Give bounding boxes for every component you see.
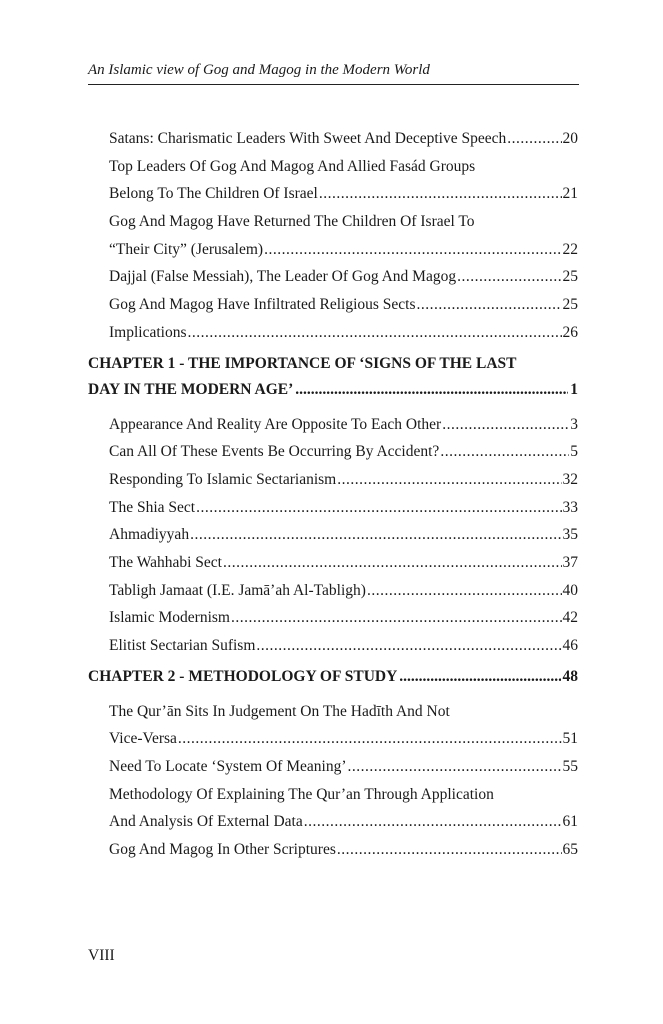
chapter-1-page: 1 bbox=[570, 380, 578, 398]
toc-entry-title: The Wahhabi Sect bbox=[109, 553, 222, 571]
toc-entry-page: 61 bbox=[562, 813, 578, 831]
toc-entry-title: Elitist Sectarian Sufism bbox=[109, 637, 256, 654]
leader-dots bbox=[440, 438, 569, 466]
table-of-contents bbox=[88, 125, 578, 864]
leader-dots bbox=[295, 377, 568, 403]
leader-dots bbox=[196, 494, 561, 522]
leader-dots bbox=[223, 549, 562, 577]
toc-entry[interactable] bbox=[109, 549, 578, 577]
toc-entry[interactable] bbox=[109, 125, 578, 153]
leader-dots bbox=[319, 180, 562, 208]
toc-entry-title: Appearance And Reality Are Opposite To Each Other bbox=[109, 415, 442, 433]
toc-entry-page: 25 bbox=[562, 268, 578, 286]
toc-entry[interactable] bbox=[109, 236, 578, 264]
leader-dots bbox=[337, 836, 562, 864]
leader-dots bbox=[417, 291, 562, 319]
chapter-1-title-continued: DAY IN THE MODERN AGE’ bbox=[88, 380, 294, 398]
chapter-1-title-line: CHAPTER 1 - THE IMPORTANCE OF ‘SIGNS OF THE LAST bbox=[88, 354, 517, 372]
toc-entry[interactable] bbox=[109, 438, 578, 466]
chapter-2-title: CHAPTER 2 - METHODOLOGY OF STUDY bbox=[88, 667, 398, 685]
toc-entry[interactable] bbox=[109, 411, 578, 439]
leader-dots bbox=[507, 125, 561, 153]
toc-entry-page: 5 bbox=[570, 443, 578, 461]
toc-entry-line[interactable]: The Qur’ān Sits In Judgement On The Hadīth And Not bbox=[109, 702, 450, 720]
toc-entry-page: 55 bbox=[562, 758, 578, 776]
toc-entry-page: 33 bbox=[562, 498, 578, 516]
toc-entry-page: 40 bbox=[562, 581, 578, 599]
toc-entry[interactable] bbox=[109, 808, 578, 836]
toc-entry-title: The Shia Sect bbox=[109, 498, 196, 516]
toc-entry[interactable] bbox=[109, 753, 578, 781]
toc-entry-line[interactable]: Top Leaders Of Gog And Magog And Allied Fasád Groups bbox=[109, 157, 476, 175]
toc-entry-title: Belong To The Children Of Israel bbox=[109, 185, 318, 203]
toc-entry-line[interactable]: Methodology Of Explaining The Qur’an Through Application bbox=[109, 785, 494, 803]
leader-dots bbox=[348, 753, 562, 781]
toc-entry-title: And Analysis Of External Data bbox=[109, 813, 303, 831]
chapter-1-heading[interactable] bbox=[88, 351, 578, 403]
toc-entry[interactable] bbox=[109, 291, 578, 319]
toc-entry-title: “Their City” (Jerusalem) bbox=[109, 240, 264, 258]
toc-entry-line[interactable]: Gog And Magog Have Returned The Children Of Israel To bbox=[109, 213, 475, 231]
toc-entry-page: 42 bbox=[562, 609, 578, 627]
toc-entry-title: Dajjal (False Messiah), The Leader Of Gog And Magog bbox=[109, 268, 457, 286]
leader-dots bbox=[442, 411, 569, 439]
toc-entry-title: Need To Locate ‘System Of Meaning’ bbox=[109, 758, 347, 776]
chapter-2-heading[interactable] bbox=[88, 664, 578, 690]
toc-entry-page: 20 bbox=[562, 130, 578, 147]
leader-dots bbox=[188, 319, 562, 347]
page-number: VIII bbox=[88, 947, 115, 964]
toc-entry-title: Satans: Charismatic Leaders With Sweet And Deceptive Speech bbox=[109, 130, 507, 147]
leader-dots bbox=[367, 577, 562, 605]
leader-dots bbox=[190, 521, 561, 549]
toc-entry[interactable] bbox=[109, 632, 578, 660]
toc-entry-page: 46 bbox=[562, 637, 578, 654]
toc-entry[interactable] bbox=[109, 725, 578, 753]
toc-entry-title: Vice-Versa bbox=[109, 730, 177, 748]
leader-dots bbox=[256, 632, 561, 660]
toc-entry-title: Implications bbox=[109, 323, 187, 341]
toc-entry-title: Islamic Modernism bbox=[109, 609, 230, 627]
toc-entry-title: Responding To Islamic Sectarianism bbox=[109, 470, 337, 488]
leader-dots bbox=[399, 664, 560, 690]
leader-dots bbox=[231, 604, 562, 632]
toc-entry-page: 21 bbox=[562, 185, 578, 203]
leader-dots bbox=[178, 725, 562, 753]
toc-entry-page: 22 bbox=[562, 240, 578, 258]
toc-entry-title: Ahmadiyyah bbox=[109, 526, 190, 544]
toc-entry[interactable] bbox=[109, 494, 578, 522]
running-header: An Islamic view of Gog and Magog in the Modern World bbox=[88, 62, 579, 85]
toc-entry-page: 3 bbox=[570, 415, 578, 433]
leader-dots bbox=[337, 466, 561, 494]
toc-entry[interactable] bbox=[109, 180, 578, 208]
toc-entry-page: 65 bbox=[562, 841, 578, 859]
toc-entry-page: 51 bbox=[562, 730, 578, 748]
toc-entry[interactable] bbox=[109, 836, 578, 864]
toc-entry[interactable] bbox=[109, 466, 578, 494]
toc-entry-title: Gog And Magog In Other Scriptures bbox=[109, 841, 336, 859]
toc-entry-page: 32 bbox=[562, 470, 578, 488]
leader-dots bbox=[264, 236, 561, 264]
toc-entry-page: 37 bbox=[562, 553, 578, 571]
toc-entry-title: Gog And Magog Have Infiltrated Religious Sects bbox=[109, 296, 416, 314]
toc-entry-page: 26 bbox=[562, 323, 578, 341]
leader-dots bbox=[304, 808, 562, 836]
toc-entry[interactable] bbox=[109, 577, 578, 605]
toc-entry-title: Tabligh Jamaat (I.E. Jamā’ah Al-Tabligh) bbox=[109, 581, 366, 599]
leader-dots bbox=[457, 263, 561, 291]
toc-entry[interactable] bbox=[109, 604, 578, 632]
toc-entry-page: 25 bbox=[562, 296, 578, 314]
toc-entry-title: Can All Of These Events Be Occurring By Accident? bbox=[109, 443, 440, 461]
chapter-2-page: 48 bbox=[562, 667, 578, 685]
toc-entry[interactable] bbox=[109, 263, 578, 291]
toc-entry[interactable] bbox=[109, 521, 578, 549]
toc-entry[interactable] bbox=[109, 319, 578, 347]
toc-entry-page: 35 bbox=[562, 526, 578, 544]
